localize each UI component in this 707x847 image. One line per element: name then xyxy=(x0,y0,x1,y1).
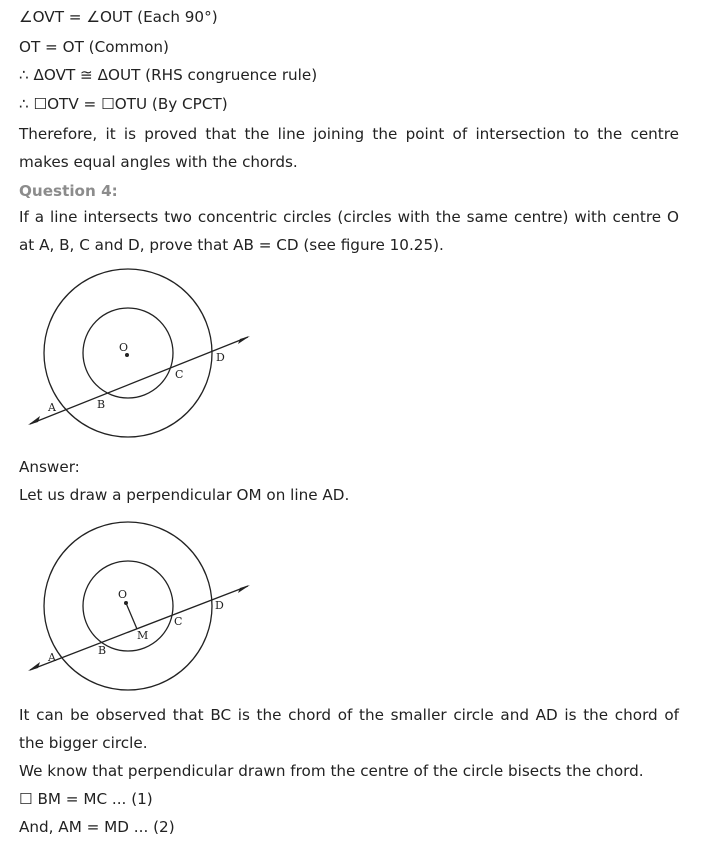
explanation-line-1: It can be observed that BC is the chord of the smaller circle and AD is the chord of xyxy=(19,706,679,724)
arrowhead-right xyxy=(238,585,250,593)
statement-congruence: ∴ ΔOVT ≅ ΔOUT (RHS congruence rule) xyxy=(19,66,318,84)
statement-cpct: ∴ ☐OTV = ☐OTU (By CPCT) xyxy=(19,95,228,113)
explanation-line-2: the bigger circle. xyxy=(19,734,148,752)
label-b: B xyxy=(98,644,107,657)
label-o: O xyxy=(118,588,128,601)
figure-concentric-circles xyxy=(20,268,270,448)
outer-circle xyxy=(44,522,212,690)
question-text-line-2: at A, B, C and D, prove that AB = CD (see figure 10.25). xyxy=(19,236,444,254)
theorem-statement: We know that perpendicular drawn from the centre of the circle bisects the chord. xyxy=(19,762,644,780)
equation-1: ☐ BM = MC ... (1) xyxy=(19,790,153,808)
label-o: O xyxy=(119,341,129,354)
answer-label: Answer: xyxy=(19,458,80,476)
label-m: M xyxy=(137,629,149,642)
arrowhead-left xyxy=(28,662,40,671)
arrowhead-right xyxy=(238,336,250,344)
label-b: B xyxy=(97,398,106,411)
inner-circle xyxy=(83,561,173,651)
label-a: A xyxy=(48,401,56,414)
label-a: A xyxy=(48,651,56,664)
label-d: D xyxy=(215,599,224,612)
statement-angle-equality: ∠OVT = ∠OUT (Each 90°) xyxy=(19,8,218,26)
question-heading: Question 4: xyxy=(19,182,118,200)
arrowhead-left xyxy=(28,416,40,425)
centre-point xyxy=(124,601,128,605)
conclusion-line-1: Therefore, it is proved that the line joining the point of intersection to the centre xyxy=(19,125,679,143)
equation-2: And, AM = MD ... (2) xyxy=(19,818,175,836)
label-d: D xyxy=(216,351,225,364)
figure-concentric-circles-with-perpendicular xyxy=(20,515,270,695)
question-text-line-1: If a line intersects two concentric circles (circles with the same centre) with centre O xyxy=(19,208,679,226)
statement-common-side: OT = OT (Common) xyxy=(19,38,169,56)
label-c: C xyxy=(175,368,184,381)
answer-line-1: Let us draw a perpendicular OM on line AD. xyxy=(19,486,350,504)
conclusion-line-2: makes equal angles with the chords. xyxy=(19,153,298,171)
label-c: C xyxy=(174,615,183,628)
perpendicular-om xyxy=(126,603,137,629)
